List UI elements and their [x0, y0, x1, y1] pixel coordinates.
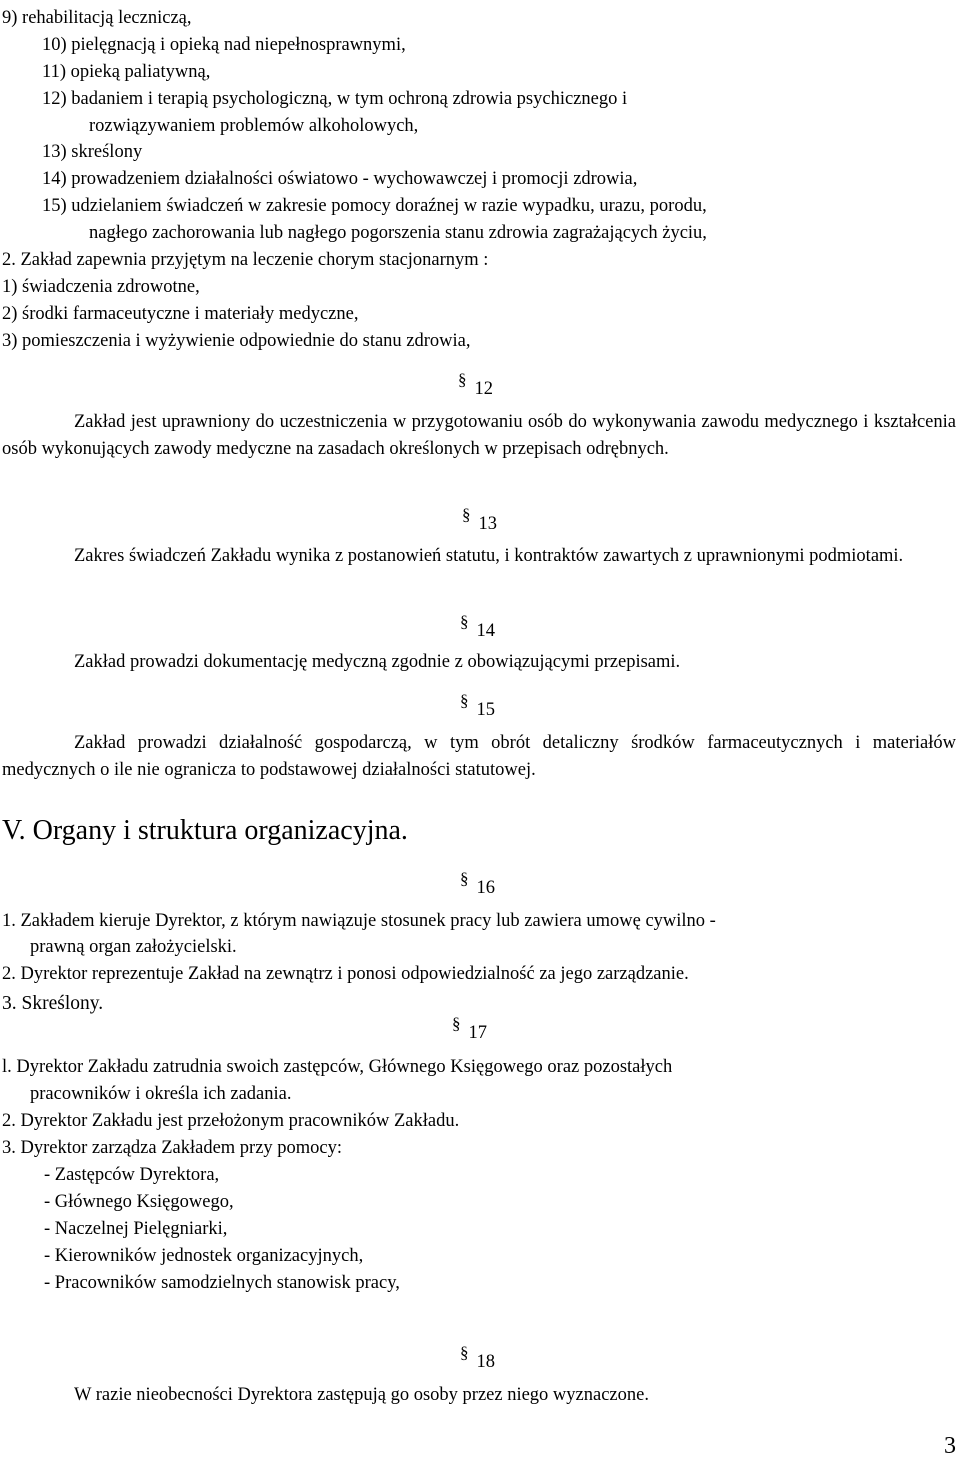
section-number: 14 [476, 621, 495, 641]
list-item: 3. Skreślony. [2, 993, 104, 1014]
list-item: 13) skreślony [42, 142, 143, 162]
list-item: 2) środki farmaceutyczne i materiały medyczne, [2, 304, 359, 324]
list-item: 12) badaniem i terapią psychologiczną, w tym ochroną zdrowia psychicznego i [42, 89, 628, 109]
section-number: 12 [474, 379, 493, 399]
section-sign: § [460, 1343, 469, 1362]
list-item: 2. Dyrektor reprezentuje Zakład na zewnątrz i ponosi odpowiedzialność za jego zarządzanie. [2, 964, 689, 984]
list-item: 9) rehabilitacją leczniczą, [2, 8, 192, 28]
section-paragraph-13: Zakres świadczeń Zakładu wynika z postanowień statutu, i kontraktów zawartych z uprawnionymi podmiotami. [74, 546, 904, 566]
dash-item: - Zastępców Dyrektora, [44, 1165, 220, 1185]
dash-item: - Głównego Księgowego, [44, 1192, 234, 1212]
list-item: 1) świadczenia zdrowotne, [2, 277, 200, 297]
list-item-continuation: rozwiązywaniem problemów alkoholowych, [89, 116, 419, 136]
chapter-heading: V. Organy i struktura organizacyjna. [2, 815, 408, 846]
point-intro: 2. Zakład zapewnia przyjętym na leczenie chorym stacjonarnym : [2, 250, 489, 270]
list-item: 3. Dyrektor zarządza Zakładem przy pomocy: [2, 1138, 343, 1158]
section-number: 16 [476, 878, 495, 898]
section-sign: § [458, 370, 467, 389]
list-item: 11) opieką paliatywną, [42, 62, 211, 82]
list-item: l. Dyrektor Zakładu zatrudnia swoich zastępców, Głównego Księgowego oraz pozostałych [2, 1057, 673, 1077]
section-paragraph-18: W razie nieobecności Dyrektora zastępują go osoby przez niego wyznaczone. [74, 1385, 649, 1405]
section-paragraph-12: Zakład jest uprawniony do uczestniczenia w przygotowaniu osób do wykonywania zawodu medycznego i kształcenia osób wykonujących zawody medyczne na zasadach określonych w przepisach odrębnych. [2, 412, 956, 459]
list-item: 10) pielęgnacją i opieką nad niepełnosprawnymi, [42, 35, 406, 55]
section-marker-12 [458, 370, 493, 401]
section-paragraph-14: Zakład prowadzi dokumentację medyczną zgodnie z obowiązującymi przepisami. [74, 652, 681, 672]
section-marker-16 [460, 869, 495, 900]
section-sign: § [460, 691, 469, 710]
section-marker-17 [452, 1014, 487, 1045]
section-sign: § [452, 1014, 461, 1033]
section-sign: § [460, 612, 469, 631]
section-marker-15 [460, 691, 495, 722]
section-number: 18 [476, 1352, 495, 1372]
section-marker-14 [460, 612, 495, 643]
section-marker-18 [460, 1343, 495, 1374]
list-item: 3) pomieszczenia i wyżywienie odpowiednie do stanu zdrowia, [2, 331, 471, 351]
list-item: 2. Dyrektor Zakładu jest przełożonym pracowników Zakładu. [2, 1111, 460, 1131]
section-number: 17 [468, 1023, 487, 1043]
dash-item: - Kierowników jednostek organizacyjnych, [44, 1246, 364, 1266]
page-number: 3 [944, 1433, 956, 1459]
dash-item: - Naczelnej Pielęgniarki, [44, 1219, 228, 1239]
dash-item: - Pracowników samodzielnych stanowisk pracy, [44, 1273, 400, 1293]
section-sign: § [462, 505, 471, 524]
list-item: 15) udzielaniem świadczeń w zakresie pomocy doraźnej w razie wypadku, urazu, porodu, [42, 196, 707, 216]
list-item-continuation: prawną organ założycielski. [30, 937, 237, 957]
section-number: 15 [476, 700, 495, 720]
list-item-continuation: nagłego zachorowania lub nagłego pogorszenia stanu zdrowia zagrażających życiu, [89, 223, 707, 243]
section-marker-13 [462, 505, 497, 536]
section-paragraph-15: Zakład prowadzi działalność gospodarczą, w tym obrót detaliczny środków farmaceutycznych i materiałów medycznych o ile nie ogranicza to podstawowej działalności statutowej. [2, 733, 956, 780]
list-item: 1. Zakładem kieruje Dyrektor, z którym nawiązuje stosunek pracy lub zawiera umowę cywilno - [2, 911, 716, 931]
section-sign: § [460, 869, 469, 888]
section-number: 13 [478, 514, 497, 534]
list-item: 14) prowadzeniem działalności oświatowo - wychowawczej i promocji zdrowia, [42, 169, 638, 189]
list-item-continuation: pracowników i określa ich zadania. [30, 1084, 292, 1104]
